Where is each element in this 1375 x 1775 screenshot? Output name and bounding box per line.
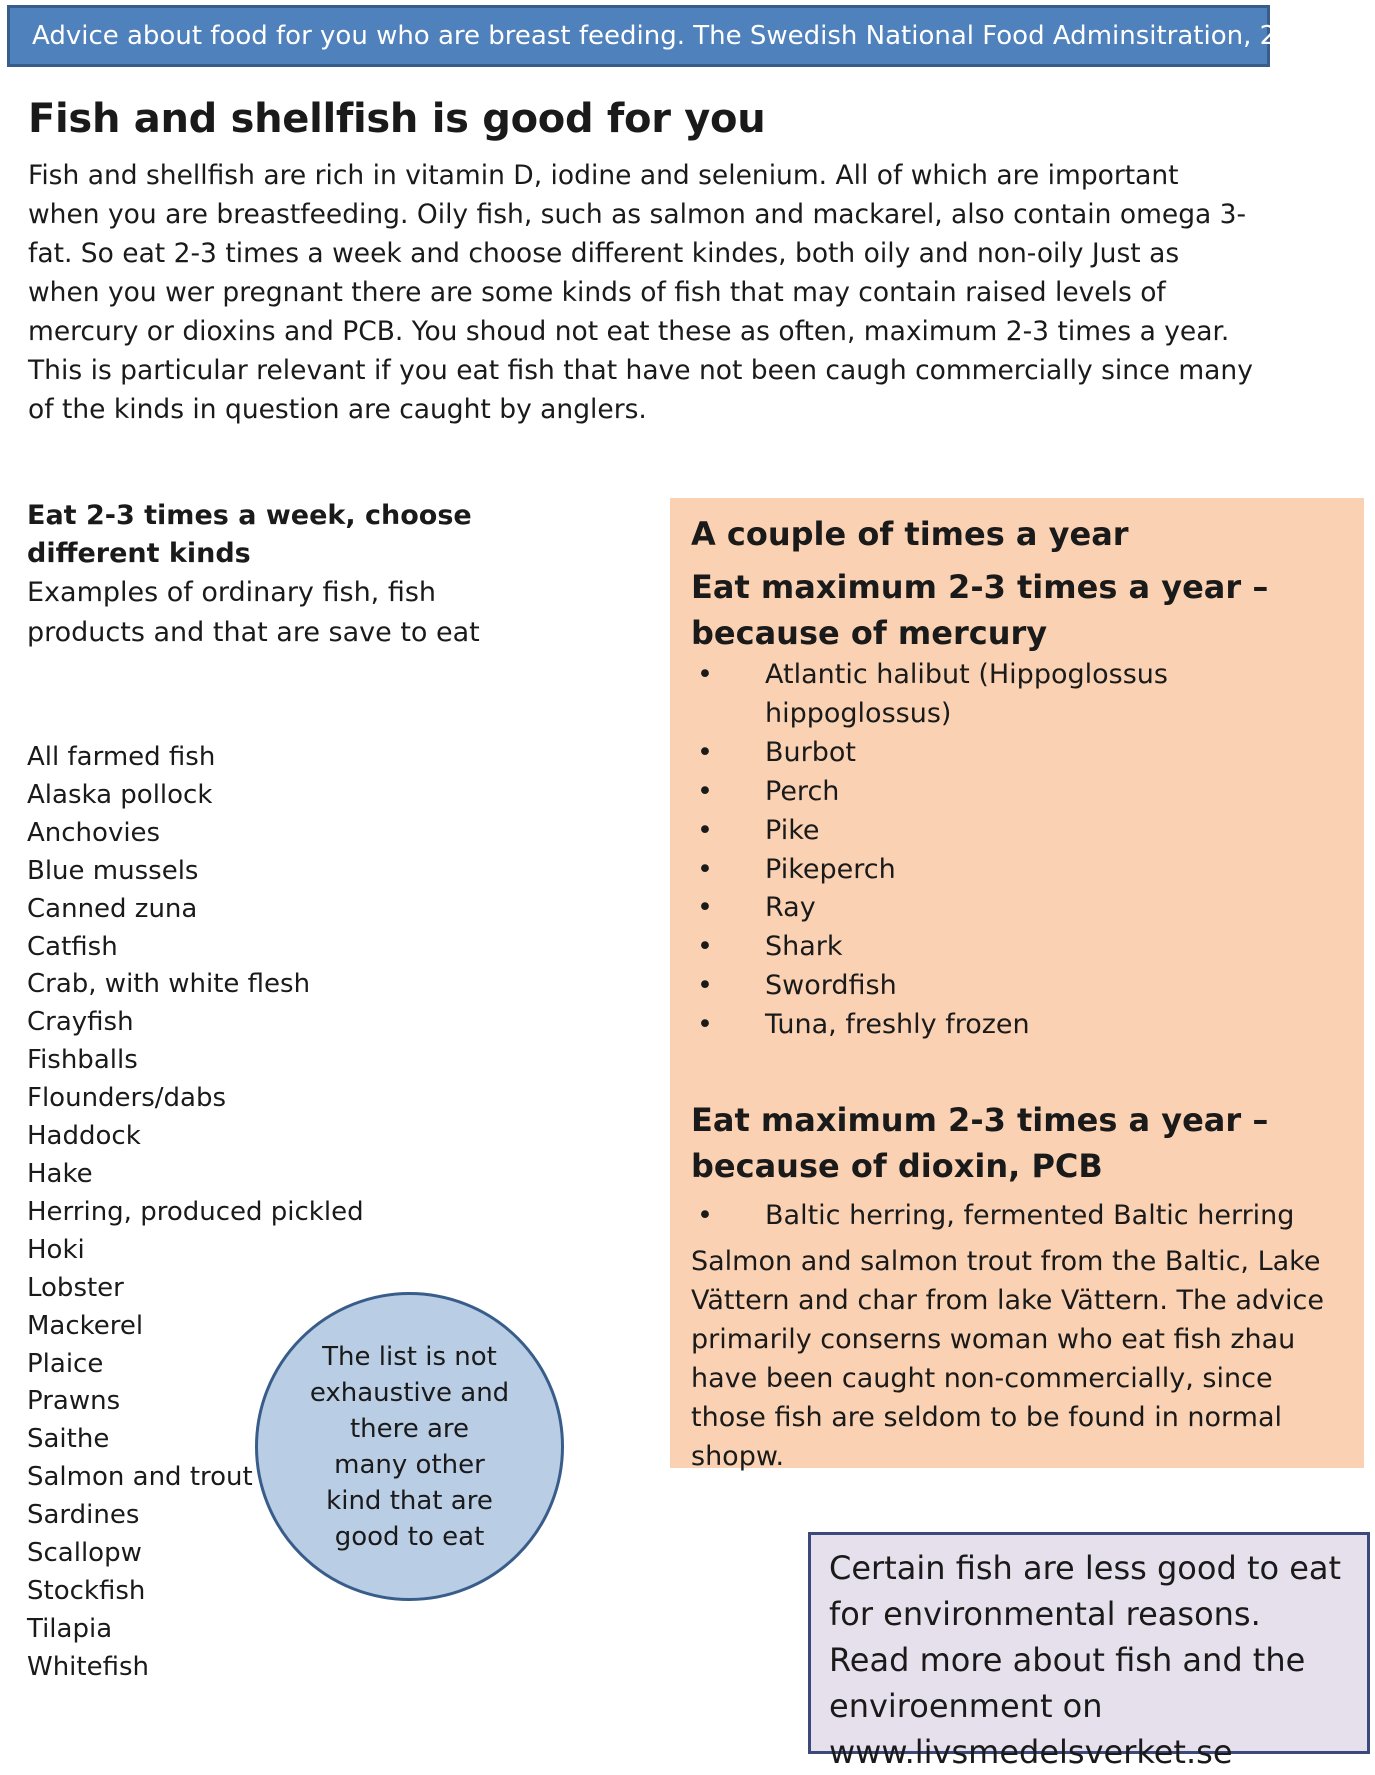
list-item: Hoki (27, 1234, 85, 1265)
weekly-subheading: Examples of ordinary fish, fish products and that are save to eat (27, 577, 480, 648)
list-item: Alaska pollock (27, 779, 213, 810)
list-item (691, 928, 1342, 967)
bullet-icon: • (697, 970, 713, 1002)
list-item: Flounders/dabs (27, 1083, 227, 1114)
list-item-label: Tuna, freshly frozen (765, 1009, 1030, 1041)
list-item-label: Atlantic halibut (Hippoglossus hippoglossus) (765, 659, 1168, 729)
list-item: Sardines (27, 1500, 140, 1531)
list-item: Salmon and trout (27, 1462, 253, 1493)
bullet-icon: • (697, 814, 713, 846)
yearly-heading: A couple of times a year (691, 515, 1129, 553)
list-item: Lobster (27, 1272, 124, 1303)
list-item: Canned zuna (27, 893, 198, 924)
list-item-label: Pikeperch (765, 853, 896, 885)
list-item: Scallopw (27, 1538, 142, 1569)
list-item-label: Shark (765, 931, 843, 963)
list-item: Anchovies (27, 817, 161, 848)
bullet-icon: • (697, 1200, 713, 1232)
intro-paragraph-1: Fish and shellfish are rich in vitamin D, iodine and selenium. All of which are important when you are breastfeeding. Oily fish, such as salmon and mackarel, also contain omega 3-fat. So eat 2-3 times a week and choose different kindes, both oily and non-oily Just as when you wer pregnant there are some kinds of fish that may contain raised levels of mercury or dioxins and PCB. You shoud not eat these as often, maximum 2-3 times a year. (28, 160, 1247, 347)
list-item (691, 889, 1342, 928)
list-item: Herring, produced pickled (27, 1196, 364, 1227)
list-item: Mackerel (27, 1310, 144, 1341)
intro-paragraph-2: This is particular relevant if you eat fish that have not been caugh commercially since many of the kinds in question are caught by anglers. (28, 355, 1253, 425)
intro-text (28, 156, 1258, 429)
mercury-heading: Eat maximum 2-3 times a year – because of mercury (691, 568, 1269, 652)
list-item: Blue mussels (27, 855, 199, 886)
not-exhaustive-circle (255, 1292, 564, 1601)
list-item-label: Pike (765, 814, 820, 846)
list-item: Whitefish (27, 1651, 150, 1682)
list-item: Prawns (27, 1386, 121, 1417)
list-item (691, 656, 1342, 734)
list-item: Crayfish (27, 1007, 134, 1038)
bullet-icon: • (697, 736, 713, 768)
limited-fish-panel (670, 498, 1364, 1472)
list-item: Crab, with white flesh (27, 969, 311, 1000)
list-item: Haddock (27, 1121, 141, 1152)
list-item-label: Swordfish (765, 970, 897, 1002)
bullet-icon: • (697, 659, 713, 690)
list-item (691, 734, 1342, 773)
dioxin-heading: Eat maximum 2-3 times a year – because of dioxin, PCB (691, 1101, 1269, 1186)
bullet-icon: • (697, 853, 713, 885)
list-item (691, 851, 1342, 890)
list-item-label: Burbot (765, 736, 856, 768)
bullet-icon: • (697, 1009, 713, 1041)
header-banner: Advice about food for you who are breast feeding. The Swedish National Food Adminsitration, 2008 (7, 5, 1270, 67)
dioxin-fish-list (691, 1197, 1342, 1236)
list-item: Saithe (27, 1424, 110, 1455)
list-item: Tilapia (27, 1613, 113, 1644)
bullet-icon: • (697, 892, 713, 924)
list-item: Catfish (27, 931, 118, 962)
circle-note: The list is not exhaustive and there are many other kind that are good to eat (309, 1341, 510, 1552)
dioxin-note: Salmon and salmon trout from the Baltic, Lake Vättern and char from lake Vättern. The advice primarily conserns woman who eat fish zhau have been caught non-commercially, since those fish are seldom to be found in normal shopw. (691, 1245, 1324, 1472)
list-item: Hake (27, 1158, 93, 1189)
bullet-icon: • (697, 931, 713, 963)
list-item-label: Perch (765, 775, 840, 807)
environment-note-box: Certain fish are less good to eat for environmental reasons. Read more about fish and the enviroenment on www.livsmedelsverket.se (808, 1532, 1370, 1754)
list-item: Stockfish (27, 1575, 146, 1606)
list-item-label: Baltic herring, fermented Baltic herring (765, 1200, 1295, 1232)
list-item (691, 1197, 1342, 1236)
list-item: Plaice (27, 1348, 104, 1379)
weekly-heading: Eat 2-3 times a week, choose different kinds (27, 500, 472, 569)
list-item (691, 1006, 1342, 1045)
mercury-fish-list (691, 656, 1342, 1045)
list-item (691, 773, 1342, 812)
list-item-label: Ray (765, 892, 816, 924)
list-item (691, 812, 1342, 851)
list-item: Fishballs (27, 1045, 138, 1076)
bullet-icon: • (697, 775, 713, 807)
list-item: All farmed fish (27, 742, 216, 772)
list-item (691, 967, 1342, 1006)
page-title: Fish and shellfish is good for you (28, 96, 766, 142)
